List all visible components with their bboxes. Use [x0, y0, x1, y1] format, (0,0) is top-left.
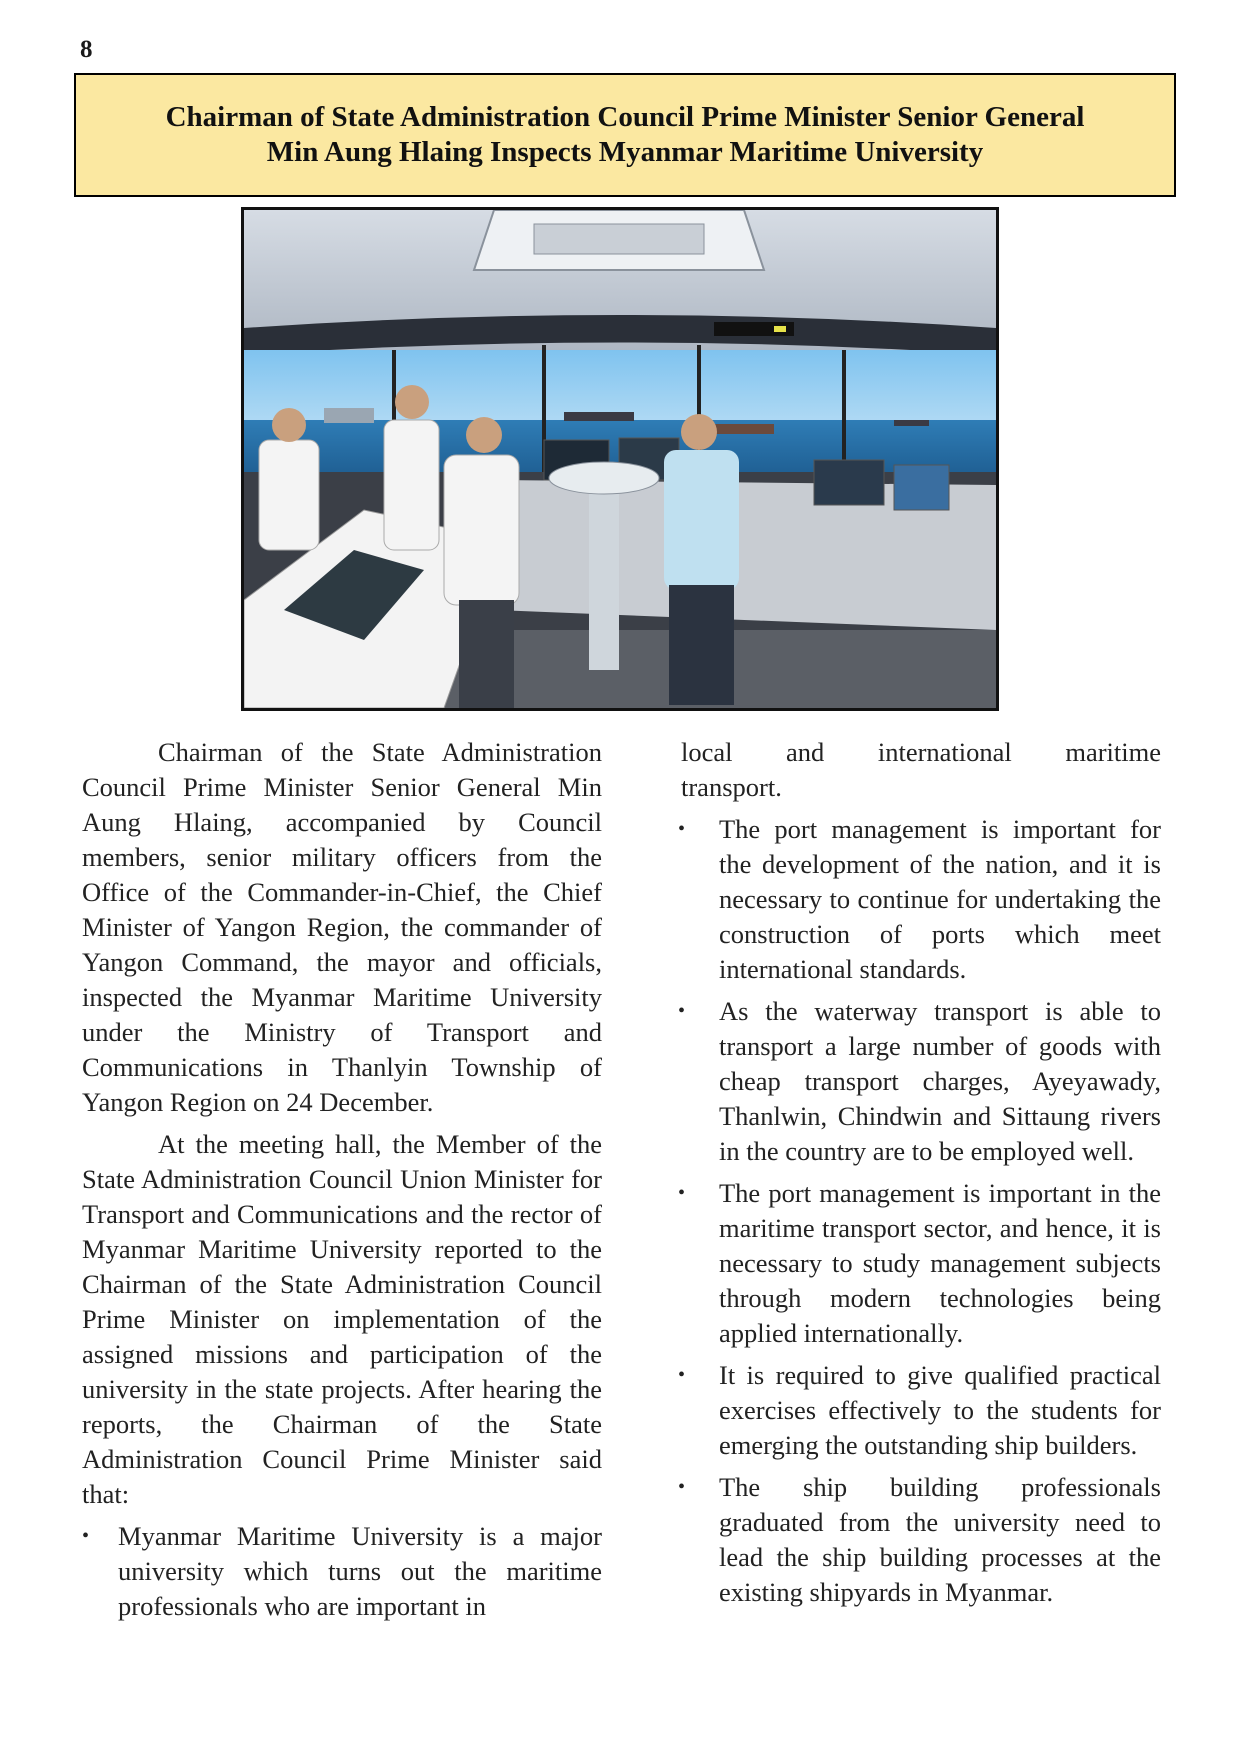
article-left-column: [82, 735, 602, 1631]
remark-item: [82, 1519, 602, 1624]
bullet-icon: •: [678, 1000, 686, 1022]
article-right-column: [678, 735, 1161, 1617]
remark-text: The port management is important in the maritime transport sector, and hence, it is necessary to study management subjects through modern technologies being applied internationally.: [719, 1178, 1161, 1348]
bullet-icon: •: [678, 1364, 686, 1386]
remark-text: Myanmar Maritime University is a major university which turns out the maritime professionals who are important in: [118, 1521, 602, 1621]
headline-box: [74, 73, 1176, 197]
ship-simulator-photo: [241, 207, 999, 711]
remark-item: [678, 994, 1161, 1169]
simulator-illustration: [244, 210, 996, 708]
meeting-paragraph: At the meeting hall, the Member of the State Administration Council Union Minister for Transport and Communications and the rector of Myanmar Maritime University reported to the Chairman of the State Administration Council Prime Minister on implementation of the assigned missions and participation of the university in the state projects. After hearing the reports, the Chairman of the State Administration Council Prime Minister said that:: [82, 1129, 602, 1509]
remark-text: As the waterway transport is able to transport a large number of goods with cheap transport charges, Ayeyawady, Thanlwin, Chindwin and Sittaung rivers in the country are to be employed well.: [719, 996, 1161, 1166]
bullet-icon: •: [678, 1476, 686, 1498]
page-number: 8: [80, 36, 93, 63]
remarks-list-right: [678, 812, 1161, 1610]
headline-line-2: Min Aung Hlaing Inspects Myanmar Maritime University: [266, 136, 984, 168]
intro-paragraph: Chairman of the State Administration Council Prime Minister Senior General Min Aung Hlaing, accompanied by Council members, senior military officers from the Office of the Commander-in-Chief, the Chief Minister of Yangon Region, the commander of Yangon Command, the mayor and officials, inspected the Myanmar Maritime University under the Ministry of Transport and Communications in Thanlyin Township of Yangon Region on 24 December.: [82, 737, 602, 1117]
remark-continuation-rest: transport.: [681, 772, 782, 802]
bullet-icon: •: [82, 1525, 90, 1547]
bullet-icon: •: [678, 1182, 686, 1204]
remark-item: [678, 812, 1161, 987]
bullet-icon: •: [678, 818, 686, 840]
remark-text: The ship building professionals graduated from the university need to lead the ship building processes at the existing shipyards in Myanmar.: [719, 1472, 1161, 1607]
remarks-list-left: [82, 1519, 602, 1624]
remark-continuation-line: local and international maritime: [681, 737, 1161, 767]
remark-text: It is required to give qualified practical exercises effectively to the students for emerging the outstanding ship builders.: [719, 1360, 1161, 1460]
headline-line-1: Chairman of State Administration Council Prime Minister Senior General: [165, 101, 1085, 133]
remark-item: [678, 1176, 1161, 1351]
remark-item: [678, 1470, 1161, 1610]
remark-continuation: [681, 735, 1161, 805]
remark-text: The port management is important for the development of the nation, and it is necessary to continue for undertaking the construction of ports which meet international standards.: [719, 814, 1161, 984]
remark-item: [678, 1358, 1161, 1463]
